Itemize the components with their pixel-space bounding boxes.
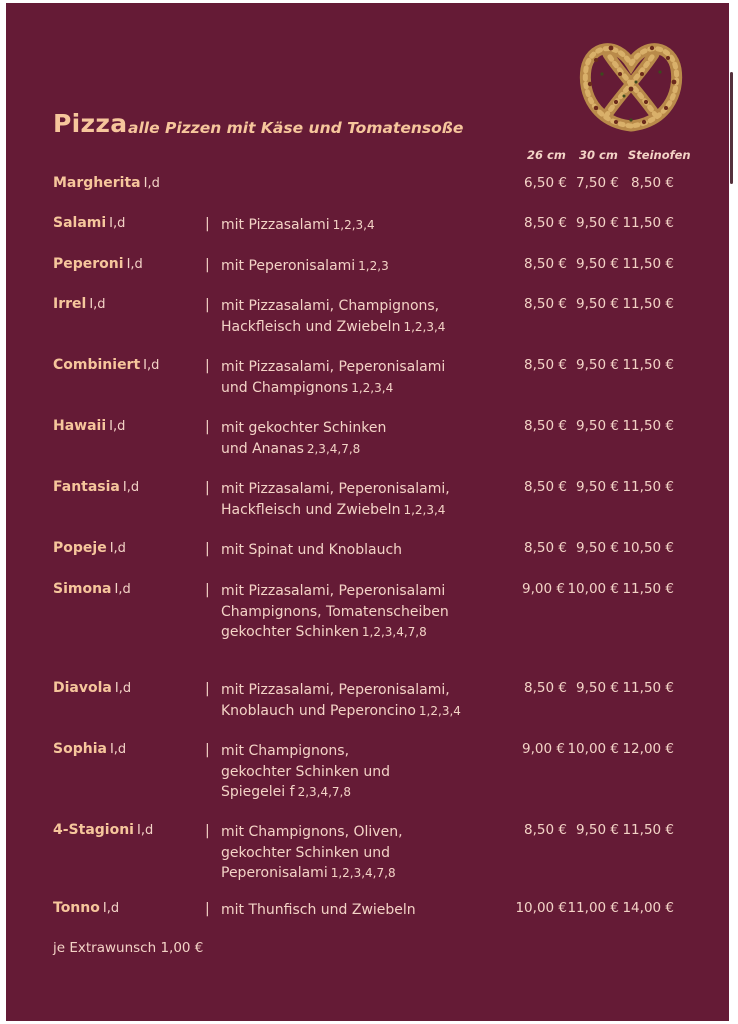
price-30cm: 9,50 €: [576, 357, 619, 373]
item-description: mit Peperonisalami 1,2,3: [221, 258, 389, 274]
item-allergen-code: I,d: [109, 742, 127, 757]
price-steinofen: 11,50 €: [622, 256, 674, 272]
menu-subtitle: alle Pizzen mit Käse und Tomatensoße: [128, 119, 464, 137]
item-allergen-code: I,d: [114, 582, 131, 597]
item-name: Sophia I,d: [53, 741, 127, 757]
price-26cm: 8,50 €: [524, 680, 567, 696]
separator: |: [205, 216, 210, 232]
description-allergen-code: 1,2,3,4: [403, 502, 446, 517]
price-30cm: 10,00 €: [567, 741, 619, 757]
item-name: Diavola I,d: [53, 680, 132, 696]
pretzel-pizza-image: [576, 34, 686, 134]
column-header-30cm: 30 cm: [579, 148, 618, 162]
separator: |: [205, 358, 210, 374]
price-steinofen: 14,00 €: [622, 900, 674, 916]
price-30cm: 9,50 €: [576, 822, 619, 838]
item-description: mit Champignons, Oliven, gekochter Schinken und Peperonisalami 1,2,3,4,7,8: [221, 824, 403, 881]
price-steinofen: 11,50 €: [622, 581, 674, 597]
item-name: Fantasia I,d: [53, 479, 140, 495]
item-name: Tonno I,d: [53, 900, 120, 916]
price-30cm: 9,50 €: [576, 680, 619, 696]
description-allergen-code: 1,2,3,4: [351, 380, 394, 395]
price-steinofen: 11,50 €: [622, 479, 674, 495]
item-name: Irrel I,d: [53, 296, 106, 312]
separator: |: [205, 742, 210, 758]
price-30cm: 11,00 €: [567, 900, 619, 916]
price-26cm: 8,50 €: [524, 479, 567, 495]
separator: |: [205, 582, 210, 598]
description-allergen-code: 1,2,3,4: [403, 319, 446, 334]
description-allergen-code: 1,2,3,4: [418, 703, 461, 718]
item-name: Simona I,d: [53, 581, 131, 597]
separator: |: [205, 541, 210, 557]
item-allergen-code: I,d: [109, 541, 126, 556]
price-30cm: 10,00 €: [567, 581, 619, 597]
column-header-26cm: 26 cm: [527, 148, 566, 162]
price-30cm: 9,50 €: [576, 540, 619, 556]
price-26cm: 10,00 €: [515, 900, 567, 916]
item-allergen-code: I,d: [122, 480, 140, 495]
price-26cm: 8,50 €: [524, 256, 567, 272]
item-description: mit Spinat und Knoblauch: [221, 542, 403, 558]
item-description: mit gekochter Schinken und Ananas 2,3,4,7,8: [221, 420, 387, 457]
price-steinofen: 11,50 €: [622, 215, 674, 231]
price-26cm: 9,00 €: [522, 581, 565, 597]
item-description: mit Pizzasalami, Peperonisalami und Champignons 1,2,3,4: [221, 359, 446, 396]
item-allergen-code: I,d: [143, 358, 160, 373]
separator: |: [205, 257, 210, 273]
price-steinofen: 11,50 €: [622, 357, 674, 373]
price-26cm: 8,50 €: [524, 822, 567, 838]
description-allergen-code: 1,2,3: [358, 259, 389, 273]
description-allergen-code: 2,3,4,7,8: [297, 785, 351, 799]
price-30cm: 9,50 €: [576, 296, 619, 312]
item-description: mit Pizzasalami, Champignons, Hackfleisch und Zwiebeln 1,2,3,4: [221, 298, 446, 335]
item-name: Hawaii I,d: [53, 418, 126, 434]
item-name: Margherita I,d: [53, 175, 160, 191]
price-steinofen: 10,50 €: [622, 540, 674, 556]
price-26cm: 8,50 €: [524, 418, 567, 434]
item-name: Peperoni I,d: [53, 256, 143, 272]
price-30cm: 9,50 €: [576, 256, 619, 272]
separator: |: [205, 901, 210, 917]
price-26cm: 8,50 €: [524, 296, 567, 312]
item-description: mit Thunfisch und Zwiebeln: [221, 902, 416, 918]
price-steinofen: 12,00 €: [622, 741, 674, 757]
menu-page: [6, 3, 729, 1021]
description-allergen-code: 1,2,3,4: [332, 218, 375, 232]
item-description: mit Pizzasalami 1,2,3,4: [221, 217, 375, 233]
price-30cm: 9,50 €: [576, 215, 619, 231]
item-name: 4-Stagioni I,d: [53, 822, 154, 838]
price-steinofen: 8,50 €: [631, 175, 674, 191]
item-allergen-code: I,d: [102, 901, 120, 916]
item-allergen-code: I,d: [109, 419, 126, 434]
price-26cm: 8,50 €: [524, 357, 567, 373]
price-30cm: 9,50 €: [576, 418, 619, 434]
item-name: Salami I,d: [53, 215, 126, 231]
separator: |: [205, 419, 210, 435]
item-allergen-code: I,d: [126, 257, 143, 272]
item-description: mit Pizzasalami, Peperonisalami, Knoblauch und Peperoncino 1,2,3,4: [221, 682, 461, 719]
description-allergen-code: 1,2,3,4,7,8: [330, 866, 396, 880]
item-description: mit Pizzasalami, Peperonisalami Champignons, Tomatenscheiben gekochter Schinken 1,2,3,4,7,8: [221, 583, 449, 640]
item-allergen-code: I,d: [143, 176, 160, 191]
separator: |: [205, 823, 210, 839]
price-26cm: 9,00 €: [522, 741, 565, 757]
item-allergen-code: I,d: [136, 823, 154, 838]
price-steinofen: 11,50 €: [622, 418, 674, 434]
item-description: mit Pizzasalami, Peperonisalami, Hackfleisch und Zwiebeln 1,2,3,4: [221, 481, 450, 518]
item-name: Combiniert I,d: [53, 357, 160, 373]
price-26cm: 8,50 €: [524, 215, 567, 231]
extra-wish-note: je Extrawunsch 1,00 €: [53, 940, 204, 956]
separator: |: [205, 297, 210, 313]
item-description: mit Champignons, gekochter Schinken und Spiegelei f 2,3,4,7,8: [221, 743, 390, 800]
price-steinofen: 11,50 €: [622, 680, 674, 696]
item-allergen-code: I,d: [89, 297, 106, 312]
price-30cm: 7,50 €: [576, 175, 619, 191]
price-26cm: 6,50 €: [524, 175, 567, 191]
price-steinofen: 11,50 €: [622, 296, 674, 312]
price-steinofen: 11,50 €: [622, 822, 674, 838]
column-header-steinofen: Steinofen: [628, 148, 691, 162]
item-allergen-code: I,d: [109, 216, 126, 231]
description-allergen-code: 1,2,3,4,7,8: [361, 625, 427, 639]
item-name: Popeje I,d: [53, 540, 126, 556]
separator: |: [205, 480, 210, 496]
price-30cm: 9,50 €: [576, 479, 619, 495]
description-allergen-code: 2,3,4,7,8: [306, 441, 361, 456]
scrollbar-thumb[interactable]: [730, 72, 733, 184]
item-allergen-code: I,d: [114, 681, 132, 696]
menu-title: Pizza: [53, 109, 128, 138]
price-26cm: 8,50 €: [524, 540, 567, 556]
separator: |: [205, 681, 210, 697]
